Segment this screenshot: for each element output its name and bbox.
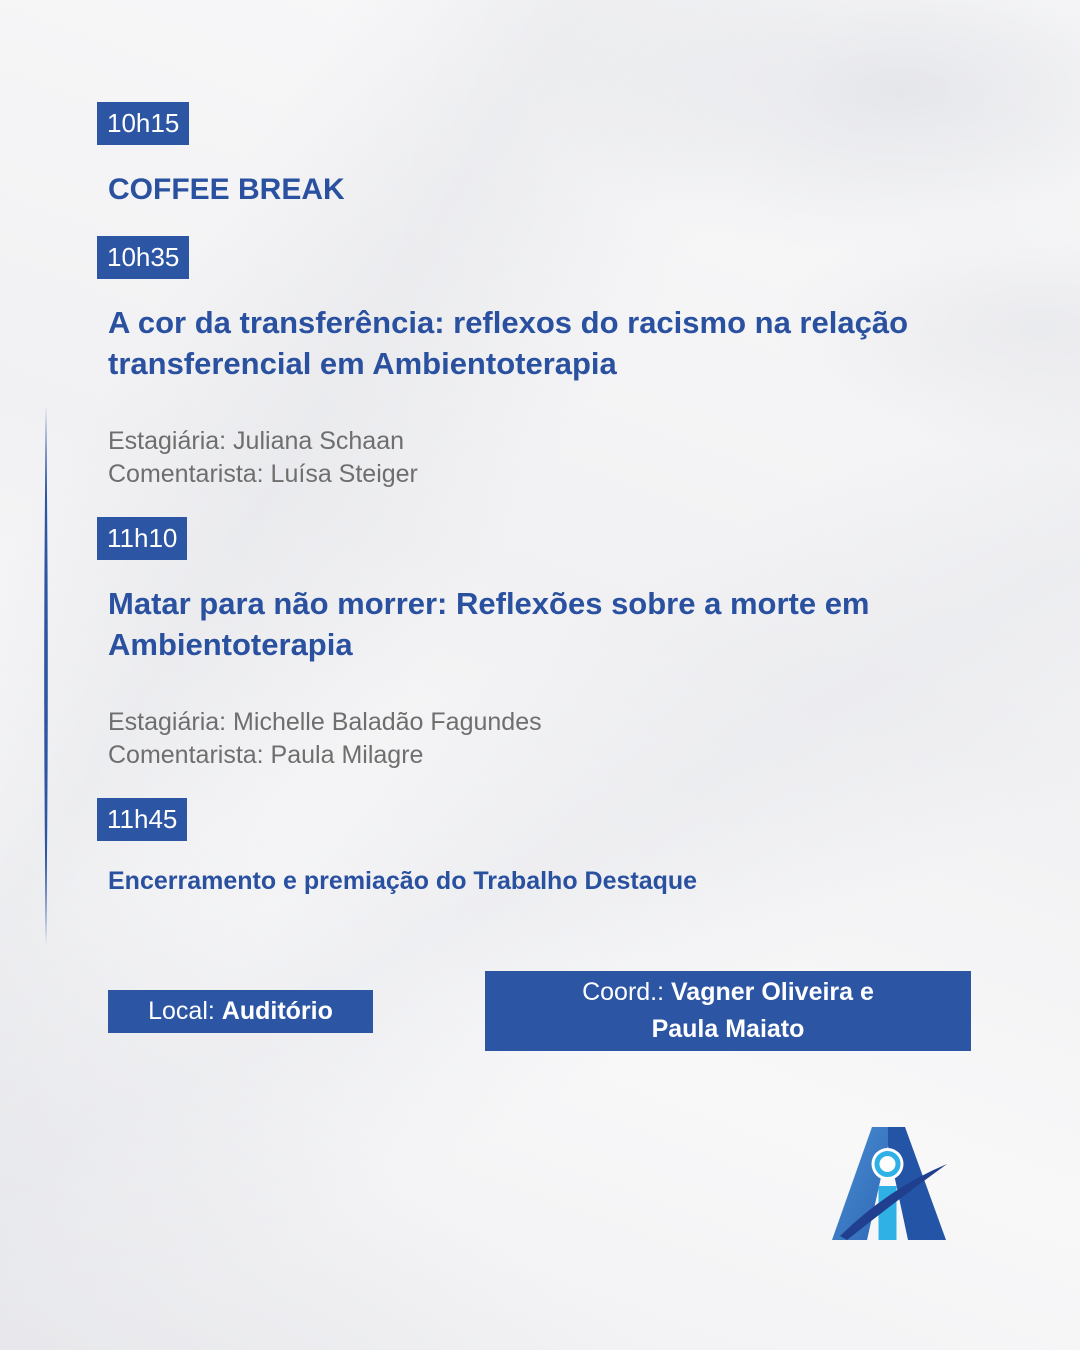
session-title: Encerramento e premiação do Trabalho Destaque xyxy=(108,867,698,895)
session-people xyxy=(108,706,542,772)
session-title-line: A cor da transferência: reflexos do racismo na relação xyxy=(108,305,909,340)
session-title-line: Ambientoterapia xyxy=(108,627,353,662)
session-title-line: transferencial em Ambientoterapia xyxy=(108,346,617,381)
location-label: Local: xyxy=(148,997,215,1025)
vertical-accent-line xyxy=(41,405,51,945)
location-box xyxy=(108,990,373,1033)
coordination-line xyxy=(485,974,971,1011)
coordinator-names: Paula Maiato xyxy=(651,1015,805,1043)
coordination-label: Coord.: xyxy=(582,978,665,1006)
intern-name: Estagiária: Michelle Baladão Fagundes xyxy=(108,708,542,736)
commentator-name: Comentarista: Paula Milagre xyxy=(108,741,424,769)
institution-logo-icon xyxy=(831,1124,947,1242)
coordination-box xyxy=(485,971,971,1051)
coordinator-names: Vagner Oliveira e xyxy=(671,978,874,1006)
session-title-line: Matar para não morrer: Reflexões sobre a morte em xyxy=(108,586,870,621)
time-badge: 10h35 xyxy=(97,236,189,279)
session-people xyxy=(108,425,418,491)
session-title xyxy=(108,302,908,384)
location-value: Auditório xyxy=(221,997,333,1025)
time-badge: 11h45 xyxy=(97,798,187,841)
session-title: COFFEE BREAK xyxy=(108,173,345,206)
time-badge: 11h10 xyxy=(97,517,187,560)
intern-name: Estagiária: Juliana Schaan xyxy=(108,427,405,455)
time-badge: 10h15 xyxy=(97,102,189,145)
commentator-name: Comentarista: Luísa Steiger xyxy=(108,460,418,488)
session-title xyxy=(108,583,870,665)
